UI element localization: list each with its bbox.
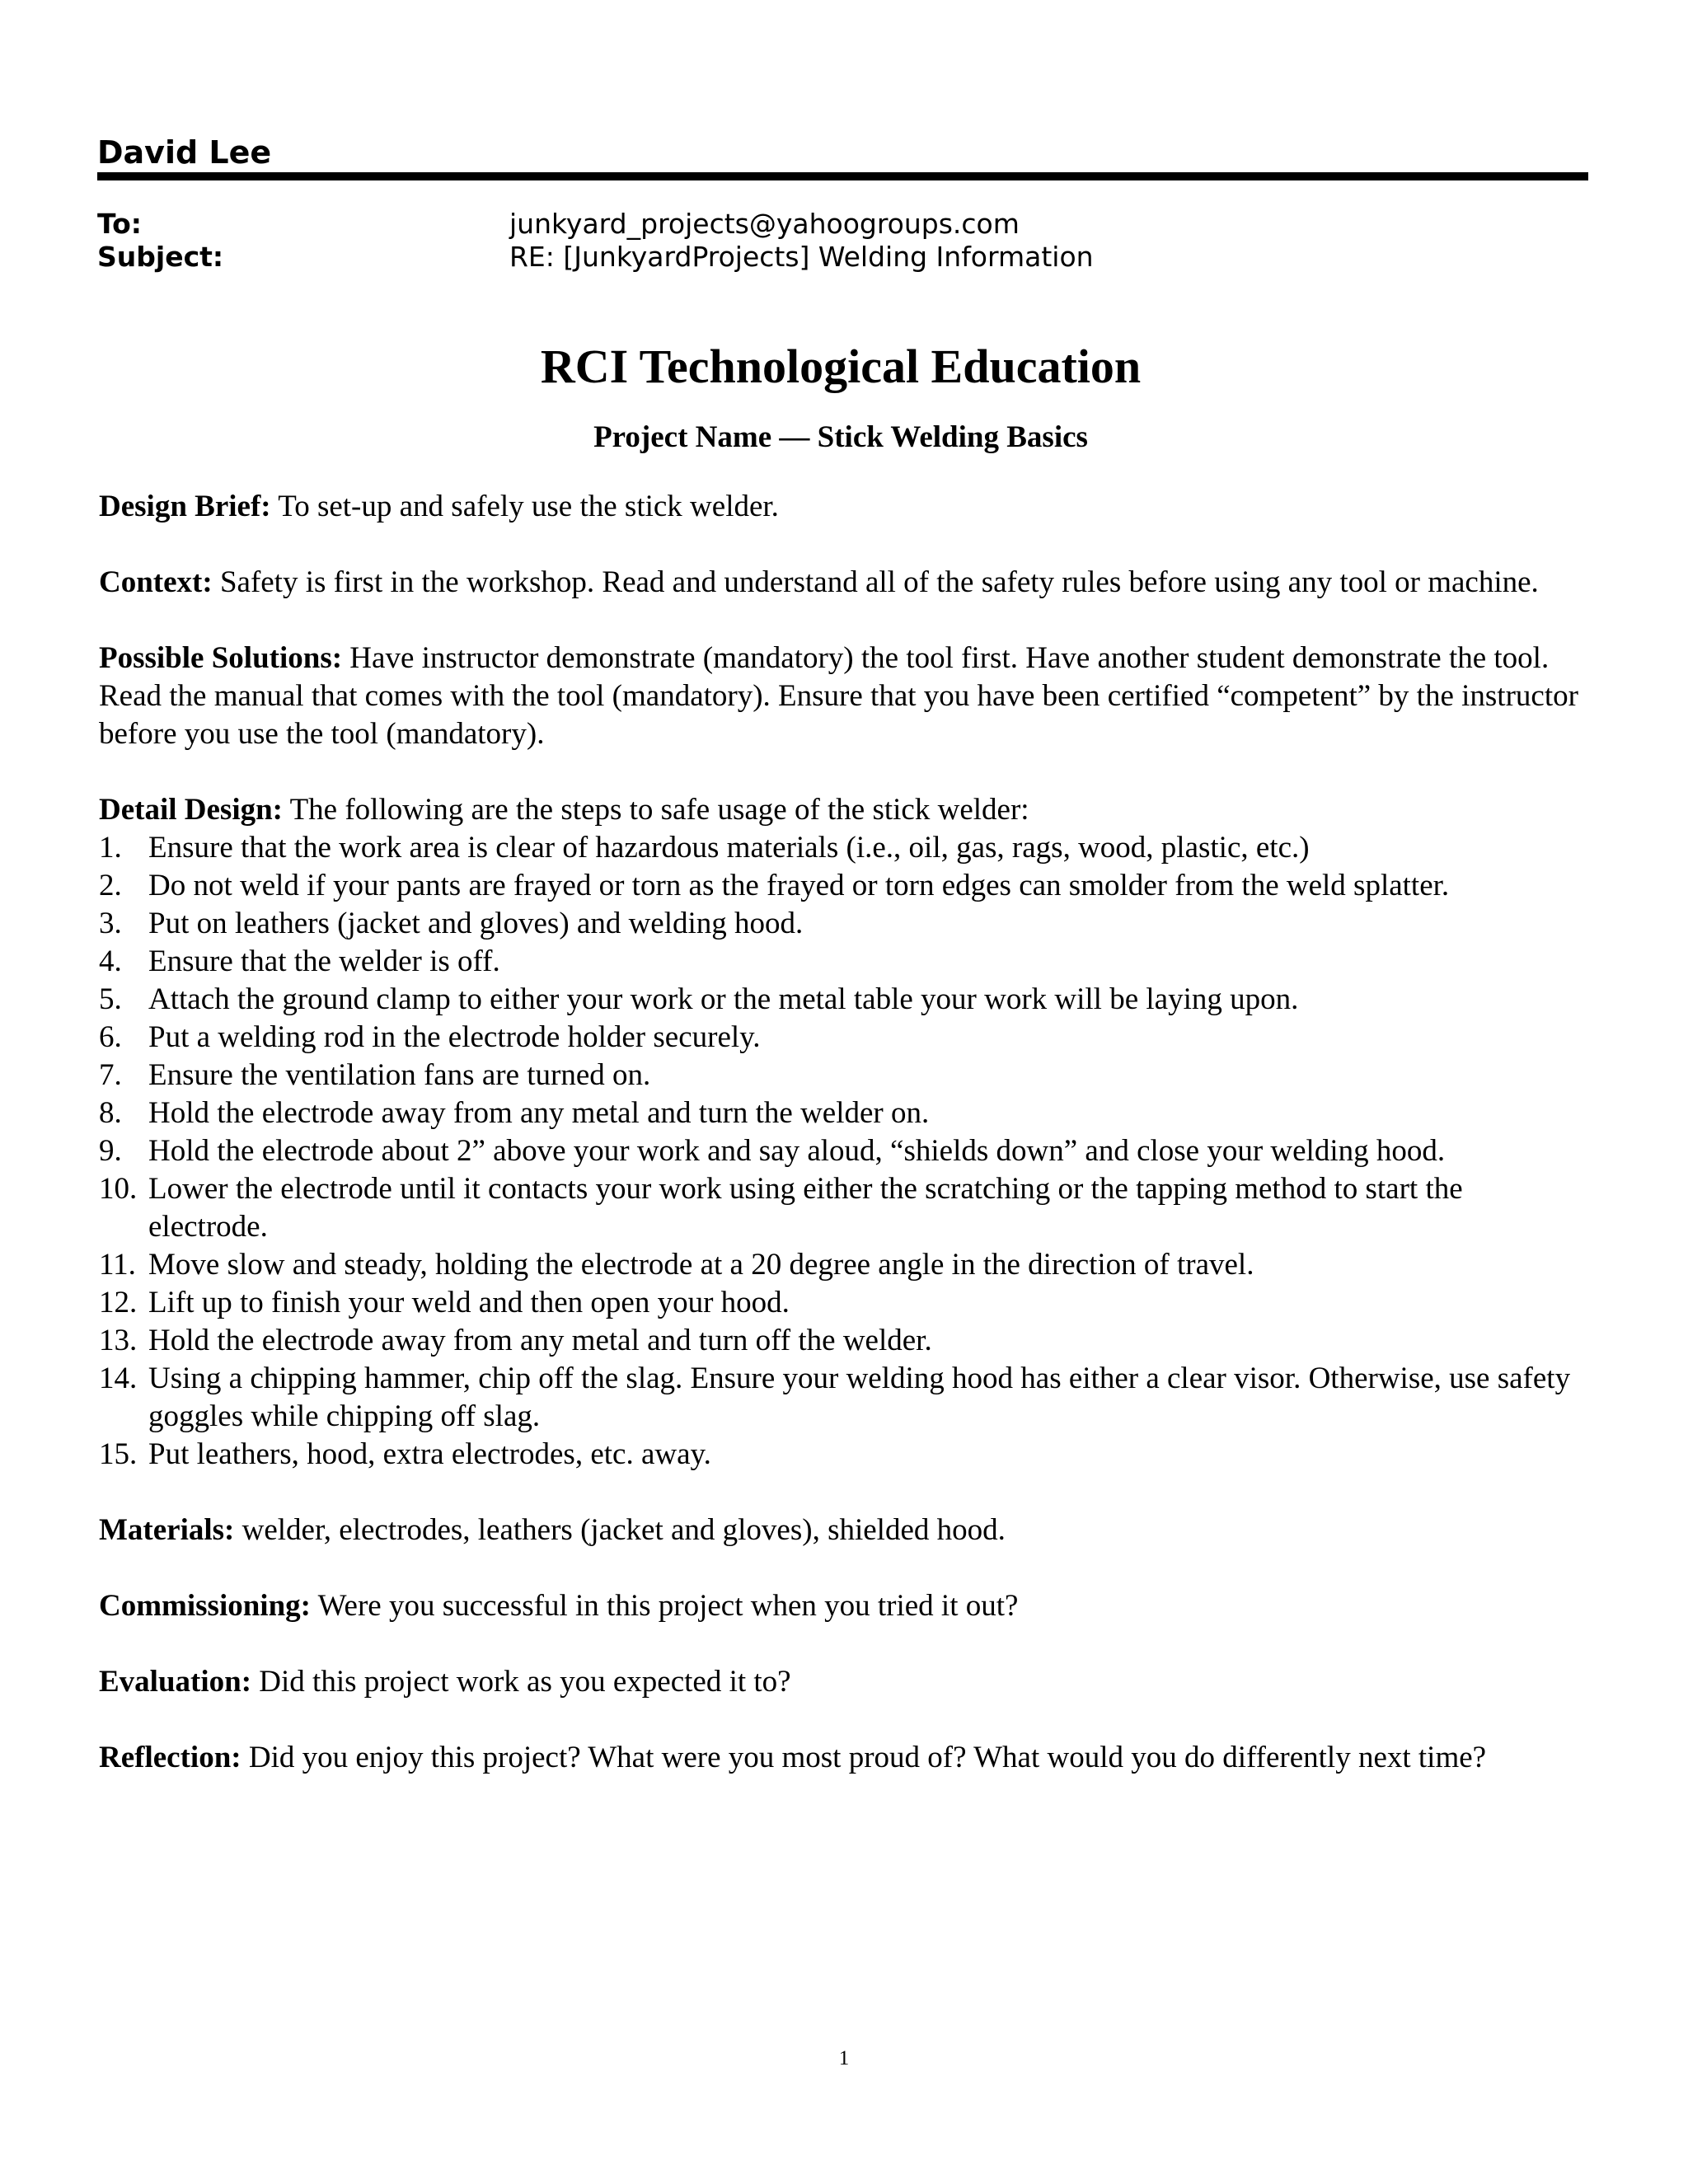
step-item	[99, 1322, 1582, 1360]
email-to-row	[97, 208, 1588, 241]
context-section	[99, 564, 1582, 602]
step-item	[99, 1246, 1582, 1284]
step-item	[99, 1019, 1582, 1057]
step-item	[99, 1170, 1582, 1246]
step-text: Ensure the ventilation fans are turned on.	[148, 1058, 651, 1092]
step-number: 13.	[99, 1324, 138, 1357]
detail-design-text: The following are the steps to safe usage of the stick welder:	[283, 793, 1029, 827]
step-number: 10.	[99, 1172, 138, 1206]
step-item	[99, 1094, 1582, 1132]
design-brief-text: To set-up and safely use the stick welder.	[270, 490, 779, 523]
step-number: 7.	[99, 1058, 122, 1092]
step-item	[99, 943, 1582, 981]
reflection-section	[99, 1739, 1582, 1777]
evaluation-text: Did this project work as you expected it to?	[251, 1665, 791, 1699]
step-number: 5.	[99, 982, 122, 1016]
step-text: Attach the ground clamp to either your work or the metal table your work will be laying upon.	[148, 982, 1299, 1016]
step-number: 4.	[99, 944, 122, 978]
context-text: Safety is first in the workshop. Read and understand all of the safety rules before using any tool or machine.	[212, 565, 1539, 599]
commissioning-label: Commissioning:	[99, 1589, 311, 1623]
steps-list	[99, 829, 1582, 1474]
possible-solutions-section	[99, 640, 1582, 753]
step-text: Ensure that the work area is clear of hazardous materials (i.e., oil, gas, rags, wood, plastic, etc.)	[148, 831, 1310, 865]
step-item	[99, 1360, 1582, 1436]
reflection-label: Reflection:	[99, 1741, 241, 1774]
step-text: Hold the electrode about 2” above your work and say aloud, “shields down” and close your welding hood.	[148, 1134, 1446, 1168]
step-item	[99, 981, 1582, 1019]
step-item	[99, 1284, 1582, 1322]
step-item	[99, 1132, 1582, 1170]
page-number: 1	[838, 2047, 850, 2069]
step-number: 8.	[99, 1096, 122, 1130]
materials-label: Materials:	[99, 1513, 235, 1547]
context-label: Context:	[99, 565, 213, 599]
step-number: 15.	[99, 1437, 138, 1471]
possible-solutions-text: Have instructor demonstrate (mandatory) the tool first. Have another student demonstrate the tool. Read the manual that comes with the tool (mandatory). Ensure that you have been certified “competent” by the instructor before you use the tool (mandatory).	[99, 641, 1578, 751]
step-text: Hold the electrode away from any metal and turn off the welder.	[148, 1324, 932, 1357]
detail-design-intro	[99, 791, 1582, 829]
commissioning-text: Were you successful in this project when you tried it out?	[310, 1589, 1019, 1623]
email-subject-label: Subject:	[97, 241, 224, 273]
reflection-text: Did you enjoy this project? What were you most proud of? What would you do differently next time?	[241, 1741, 1487, 1774]
step-number: 2.	[99, 869, 122, 902]
step-item	[99, 1057, 1582, 1094]
document-body	[99, 334, 1582, 1777]
step-text: Lift up to finish your weld and then open your hood.	[148, 1286, 790, 1319]
step-number: 1.	[99, 831, 122, 865]
step-text: Put a welding rod in the electrode holder securely.	[148, 1020, 761, 1054]
evaluation-label: Evaluation:	[99, 1665, 252, 1699]
evaluation-section	[99, 1663, 1582, 1701]
email-to-value: junkyard_projects@yahoogroups.com	[509, 208, 1020, 240]
step-text: Using a chipping hammer, chip off the slag. Ensure your welding hood has either a clear visor. Otherwise, use safety goggles while chipping off slag.	[148, 1361, 1571, 1433]
step-text: Put on leathers (jacket and gloves) and welding hood.	[148, 907, 804, 940]
step-number: 12.	[99, 1286, 138, 1319]
step-text: Hold the electrode away from any metal and turn the welder on.	[148, 1096, 930, 1130]
document-title: RCI Technological Education	[540, 340, 1142, 393]
email-to-label: To:	[97, 208, 142, 240]
materials-section	[99, 1511, 1582, 1549]
project-name: Project Name — Stick Welding Basics	[593, 420, 1088, 454]
step-number: 3.	[99, 907, 122, 940]
step-number: 6.	[99, 1020, 122, 1054]
email-sender-name: David Lee	[97, 134, 272, 171]
step-number: 11.	[99, 1248, 136, 1282]
step-text: Move slow and steady, holding the electrode at a 20 degree angle in the direction of travel.	[148, 1248, 1254, 1282]
commissioning-section	[99, 1587, 1582, 1625]
step-text: Lower the electrode until it contacts your work using either the scratching or the tapping method to start the electrode.	[148, 1172, 1463, 1244]
step-item	[99, 905, 1582, 943]
materials-text: welder, electrodes, leathers (jacket and gloves), shielded hood.	[234, 1513, 1006, 1547]
step-item	[99, 1436, 1582, 1474]
step-text: Put leathers, hood, extra electrodes, etc. away.	[148, 1437, 711, 1471]
step-number: 9.	[99, 1134, 122, 1168]
step-item	[99, 829, 1582, 867]
step-text: Ensure that the welder is off.	[148, 944, 500, 978]
header-divider	[97, 172, 1588, 180]
possible-solutions-label: Possible Solutions:	[99, 641, 343, 675]
design-brief-section	[99, 488, 1582, 526]
email-subject-value: RE: [JunkyardProjects] Welding Information	[509, 241, 1094, 273]
design-brief-label: Design Brief:	[99, 490, 271, 523]
step-text: Do not weld if your pants are frayed or torn as the frayed or torn edges can smolder from the weld splatter.	[148, 869, 1450, 902]
detail-design-label: Detail Design:	[99, 793, 283, 827]
step-item	[99, 867, 1582, 905]
step-number: 14.	[99, 1361, 138, 1395]
detail-design-section	[99, 791, 1582, 1474]
email-subject-row	[97, 241, 1588, 274]
